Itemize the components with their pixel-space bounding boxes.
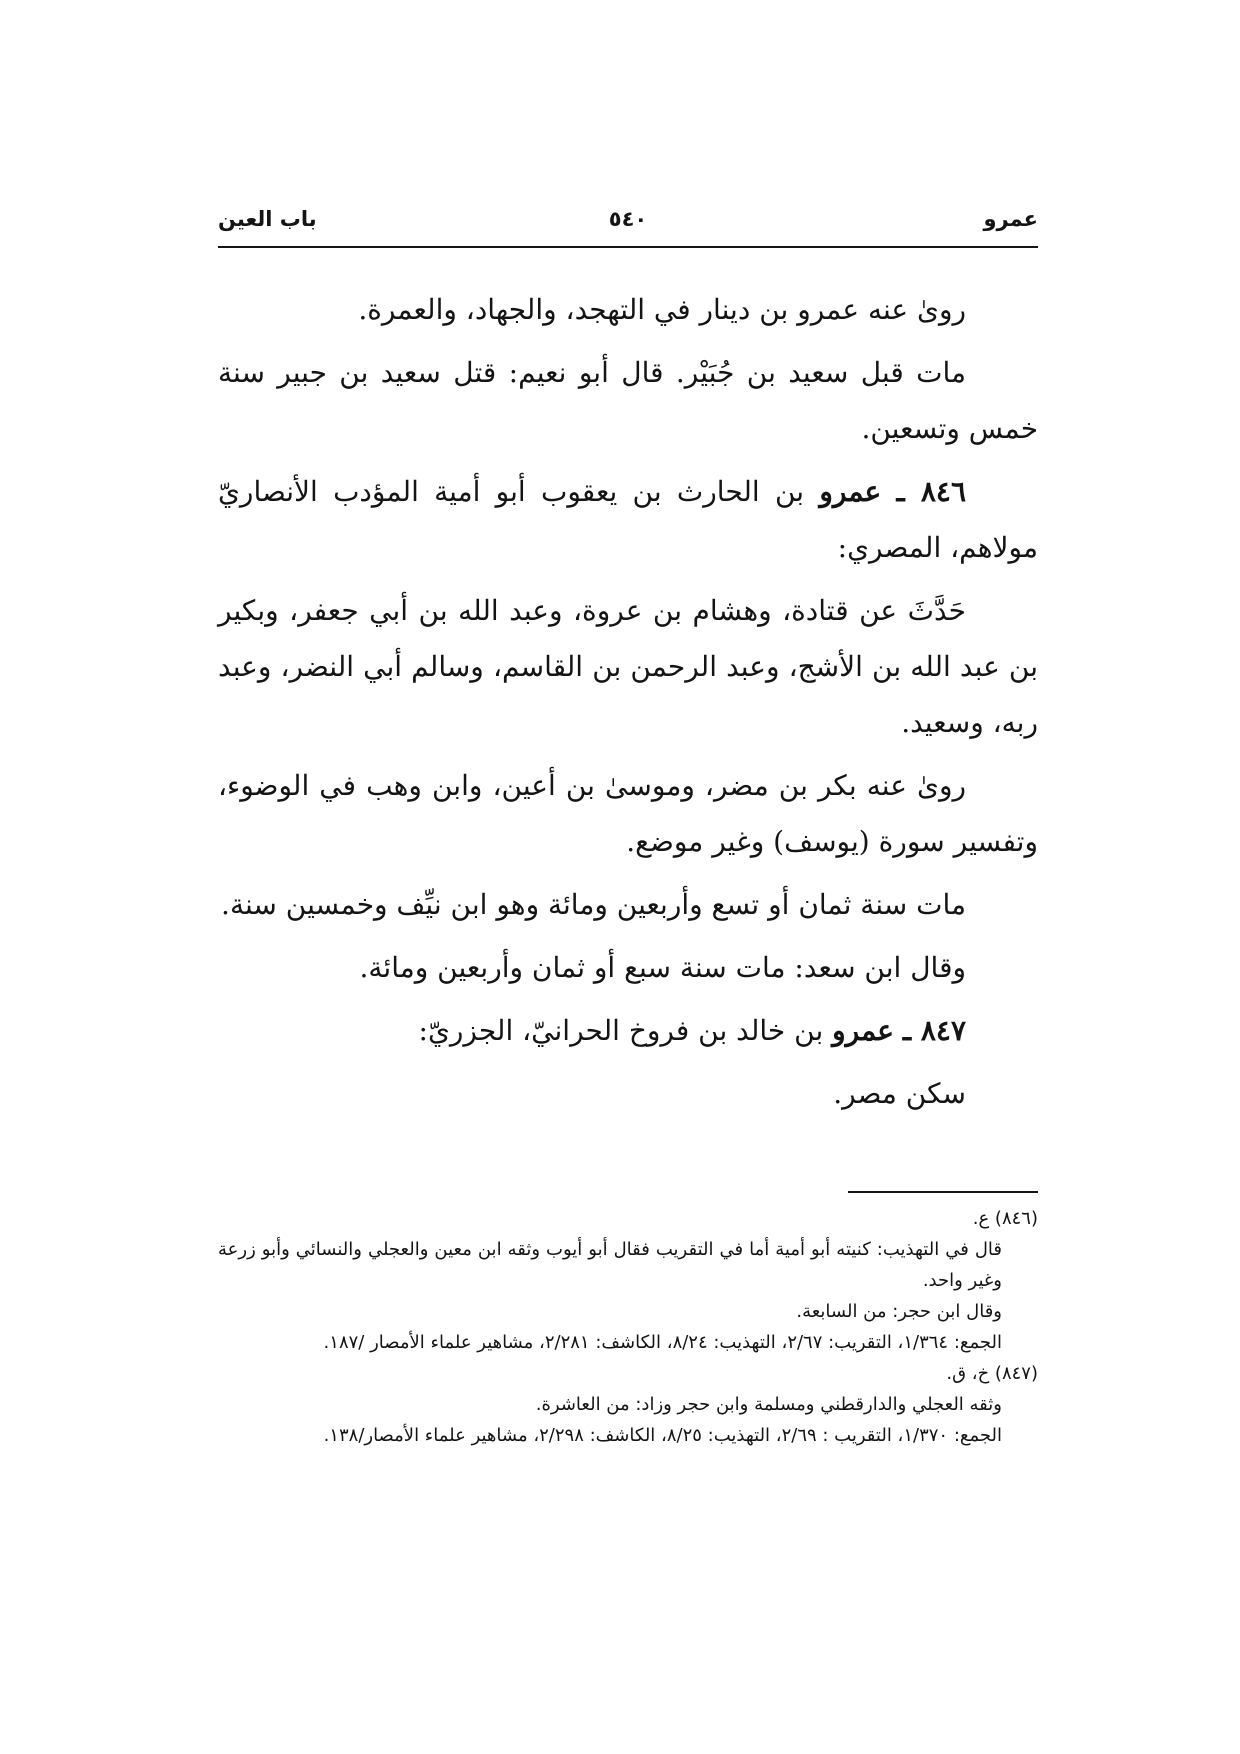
header-chapter-title: باب العين [218, 207, 317, 231]
footnotes [218, 1203, 1038, 1451]
footnote-847-line: الجمع: ١/٣٧٠، التقريب : ٢/٦٩، التهذيب: ٨/٢٥، الكاشف: ٢/٢٩٨، مشاهير علماء الأمصار/١٣٨. [323, 1425, 1002, 1446]
entry-846-number: ٨٤٦ ـ [896, 475, 966, 508]
paragraph-narrators: روىٰ عنه عمرو بن دينار في التهجد، والجهاد، والعمرة. [358, 293, 966, 326]
paragraph-846-teachers: حَدَّثَ عن قتادة، وهشام بن عروة، وعبد الله بن أبي جعفر، وبكير بن عبد الله بن الأشج، وعبد الرحمن بن القاسم، وسالم أبي النضر، وعبد ربه، وسعيد. [218, 594, 1038, 739]
footnote-846-line: قال في التهذيب: كنيته أبو أمية أما في التقريب فقال أبو أيوب وثقه ابن معين والعجلي والنسائي وأبو زرعة وغير واحد. [218, 1239, 1002, 1291]
entry-847-name: عمرو [832, 1014, 895, 1047]
entry-847-number: ٨٤٧ ـ [902, 1014, 966, 1047]
main-text [218, 282, 1038, 1129]
paragraph-death: مات قبل سعيد بن جُبَيْر. قال أبو نعيم: قتل سعيد بن جبير سنة خمس وتسعين. [218, 356, 1038, 445]
running-header [218, 207, 1038, 237]
entry-846-heading [218, 464, 1038, 576]
paragraph-846-ibn-saad: وقال ابن سعد: مات سنة سبع أو ثمان وأربعين ومائة. [359, 951, 966, 984]
paragraph-847-residence: سكن مصر. [833, 1077, 966, 1110]
entry-846-name: عمرو [819, 475, 882, 508]
entry-846-lineage: بن الحارث بن يعقوب أبو أمية المؤدب الأنصاريّ مولاهم، المصري: [218, 475, 1038, 564]
footnote-846-heading: (٨٤٦) ع. [972, 1208, 1038, 1229]
header-divider [218, 246, 1038, 248]
footnote-847-heading: (٨٤٧) خ، ق. [946, 1363, 1038, 1384]
footnote-846-body [218, 1234, 1038, 1358]
entry-847-lineage: بن خالد بن فروخ الحرانيّ، الجزريّ: [418, 1014, 824, 1047]
footnote-divider [848, 1191, 1038, 1193]
paragraph-846-students: روىٰ عنه بكر بن مضر، وموسىٰ بن أعين، وابن وهب في الوضوء، وتفسير سورة (يوسف) وغير موضع. [218, 769, 1038, 858]
footnote-846-line: وقال ابن حجر: من السابعة. [796, 1301, 1002, 1322]
page-number: ٥٤٠ [608, 207, 648, 231]
footnote-847-body [218, 1389, 1038, 1451]
header-entry-word: عمرو [983, 207, 1038, 231]
paragraph-846-death: مات سنة ثمان أو تسع وأربعين ومائة وهو ابن نيِّف وخمسين سنة. [221, 888, 966, 921]
entry-847-heading [218, 1003, 1038, 1059]
footnote-847-line: وثقه العجلي والدارقطني ومسلمة وابن حجر وزاد: من العاشرة. [535, 1394, 1002, 1415]
footnote-846-line: الجمع: ١/٣٦٤، التقريب: ٢/٦٧، التهذيب: ٨/٢٤، الكاشف: ٢/٢٨١، مشاهير علماء الأمصار /١٨٧. [323, 1332, 1002, 1353]
